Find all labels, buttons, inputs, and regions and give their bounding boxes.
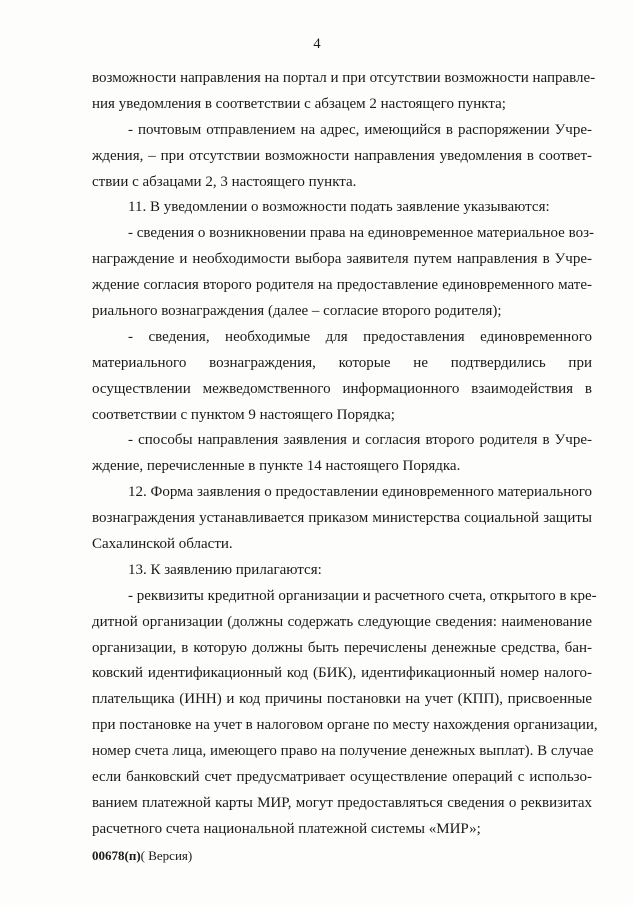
text-line: награждение и необходимости выбора заявителя путем направления в Учре- (92, 251, 592, 268)
text-line: 11. В уведомлении о возможности подать заявление указываются: (128, 199, 550, 216)
document-version: ( Версия) (140, 848, 193, 863)
text-line: 13. К заявлению прилагаются: (128, 561, 322, 578)
text-line: ванием платежной карты МИР, могут предоставляться сведения о реквизитах (92, 794, 592, 811)
text-line: при постановке на учет в налоговом органе по месту нахождения организации, (92, 717, 598, 734)
document-body (92, 66, 598, 843)
text-line: возможности направления на портал и при отсутствии возможности направле- (92, 70, 596, 86)
text-line: ждение согласия второго родителя на предоставление единовременного мате- (92, 277, 592, 294)
text-line: - почтовым отправлением на адрес, имеющийся в распоряжении Учре- (128, 121, 592, 138)
text-line: соответствии с пунктом 9 настоящего Порядка; (92, 406, 395, 423)
text-line: плательщика (ИНН) и код причины постановки на учет (КПП), присвоенные (92, 691, 592, 708)
document-footer (92, 848, 192, 864)
text-line: - сведения, необходимые для предоставления единовременного (128, 328, 592, 345)
text-line: - способы направления заявления и согласия второго родителя в Учре- (128, 432, 592, 449)
text-line: номер счета лица, имеющего право на получение денежных выплат). В случае (92, 743, 594, 760)
text-line: вознаграждения устанавливается приказом министерства социальной защиты (92, 510, 592, 527)
text-line: ния уведомления в соответствии с абзацем 2 настоящего пункта; (92, 95, 506, 112)
text-line: - реквизиты кредитной организации и расчетного счета, открытого в кре- (128, 587, 597, 604)
text-line: риального вознаграждения (далее – согласие второго родителя); (92, 303, 502, 320)
page-number: 4 (313, 36, 321, 52)
text-line: расчетного счета национальной платежной системы «МИР»; (92, 820, 481, 837)
text-line: Сахалинской области. (92, 536, 233, 553)
text-line: дитной организации (должны содержать следующие сведения: наименование (92, 613, 592, 630)
text-line: 12. Форма заявления о предоставлении единовременного материального (128, 484, 592, 501)
text-line: материального вознаграждения, которые не подтвердились при (92, 354, 592, 371)
text-line: ждения, – при отсутствии возможности направления уведомления в соответ- (92, 147, 592, 164)
text-line: организации, в которую должны быть перечислены денежные средства, бан- (92, 639, 592, 656)
text-line: ствии с абзацами 2, 3 настоящего пункта. (92, 173, 357, 190)
text-line: - сведения о возникновении права на единовременное материальное воз- (128, 225, 594, 242)
document-code: 00678(п) (92, 848, 141, 863)
text-line: если банковский счет предусматривает осуществление операций с использо- (92, 769, 592, 786)
text-line: ковский идентификационный код (БИК), идентификационный номер налого- (92, 665, 592, 682)
text-line: ждение, перечисленные в пункте 14 настоящего Порядка. (92, 458, 461, 475)
text-line: осуществлении межведомственного информационного взаимодействия в (92, 380, 592, 397)
